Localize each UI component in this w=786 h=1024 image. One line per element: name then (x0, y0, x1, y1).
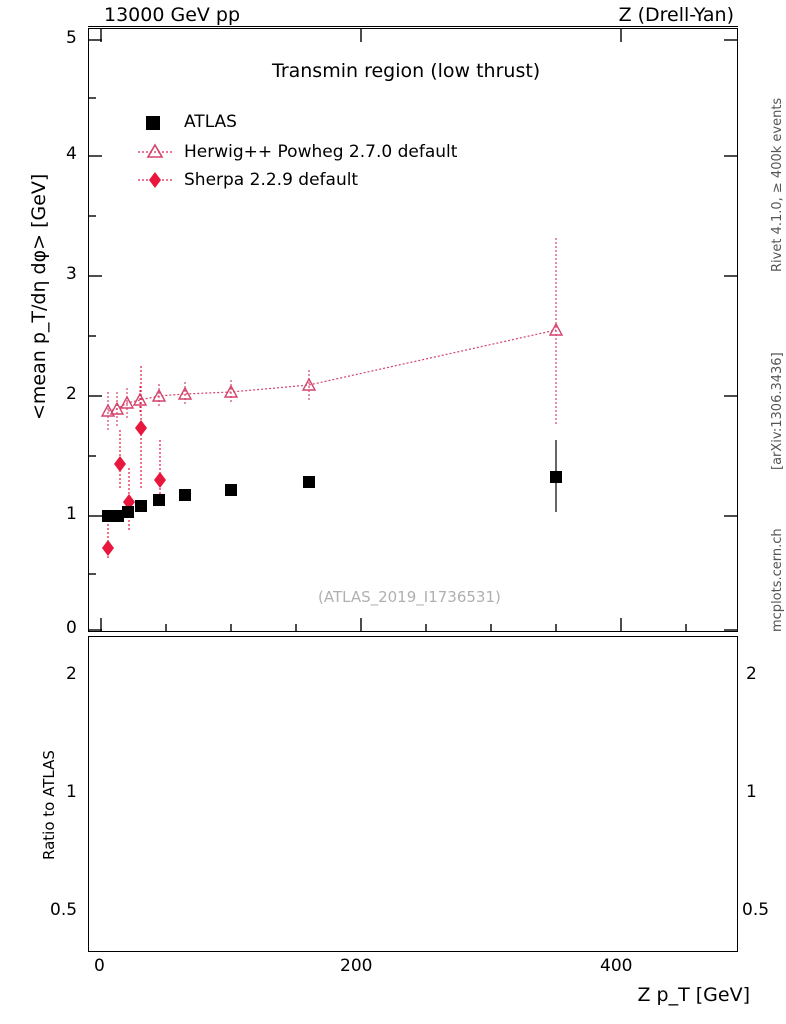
legend-label-atlas: ATLAS (184, 112, 237, 132)
ytick-label-4: 4 (66, 144, 77, 164)
ytick-label-1: 1 (66, 504, 77, 524)
ratio-ytick-label-05-right: 0.5 (742, 900, 770, 920)
ratio-ytick-label-1-left: 1 (66, 782, 77, 802)
series-herwig-main (102, 238, 562, 430)
ratio-ytick-label-1-right: 1 (746, 782, 757, 802)
x-axis-title: Z p_T [GeV] (637, 984, 750, 1006)
y-axis-title: <mean p_T/dη dφ> [GeV] (28, 173, 50, 420)
plot-title: Transmin region (low thrust) (272, 60, 541, 82)
dataset-watermark: (ATLAS_2019_I1736531) (318, 588, 501, 606)
ytick-label-2: 2 (66, 384, 77, 404)
xtick-label-400: 400 (600, 956, 633, 976)
ratio-ytick-label-05-left: 0.5 (50, 900, 78, 920)
xtick-label-200: 200 (340, 956, 373, 976)
legend (138, 116, 172, 188)
ratio-ytick-label-2-right: 2 (746, 664, 757, 684)
ytick-label-5: 5 (66, 28, 77, 48)
legend-label-herwig: Herwig++ Powheg 2.7.0 default (184, 142, 458, 162)
legend-marker-atlas (146, 116, 160, 130)
side-label-middle: [arXiv:1306.3436] (770, 352, 785, 470)
xtick-label-0: 0 (94, 956, 105, 976)
header-right: Z (Drell-Yan) (618, 4, 734, 26)
legend-label-sherpa: Sherpa 2.2.9 default (184, 170, 359, 190)
ratio-ytick-label-2-left: 2 (66, 664, 77, 684)
ytick-label-3: 3 (66, 264, 77, 284)
legend-marker-sherpa (149, 172, 161, 188)
series-atlas-main (102, 440, 562, 522)
ratio-plot-panel (88, 636, 738, 952)
ratio-y-axis-title: Ratio to ATLAS (40, 750, 58, 860)
header-left: 13000 GeV pp (104, 4, 241, 26)
side-label-bottom: mcplots.cern.ch (770, 528, 785, 632)
legend-marker-herwig (148, 145, 162, 157)
ytick-label-0: 0 (66, 618, 77, 638)
side-label-top: Rivet 4.1.0, ≥ 400k events (770, 97, 785, 272)
